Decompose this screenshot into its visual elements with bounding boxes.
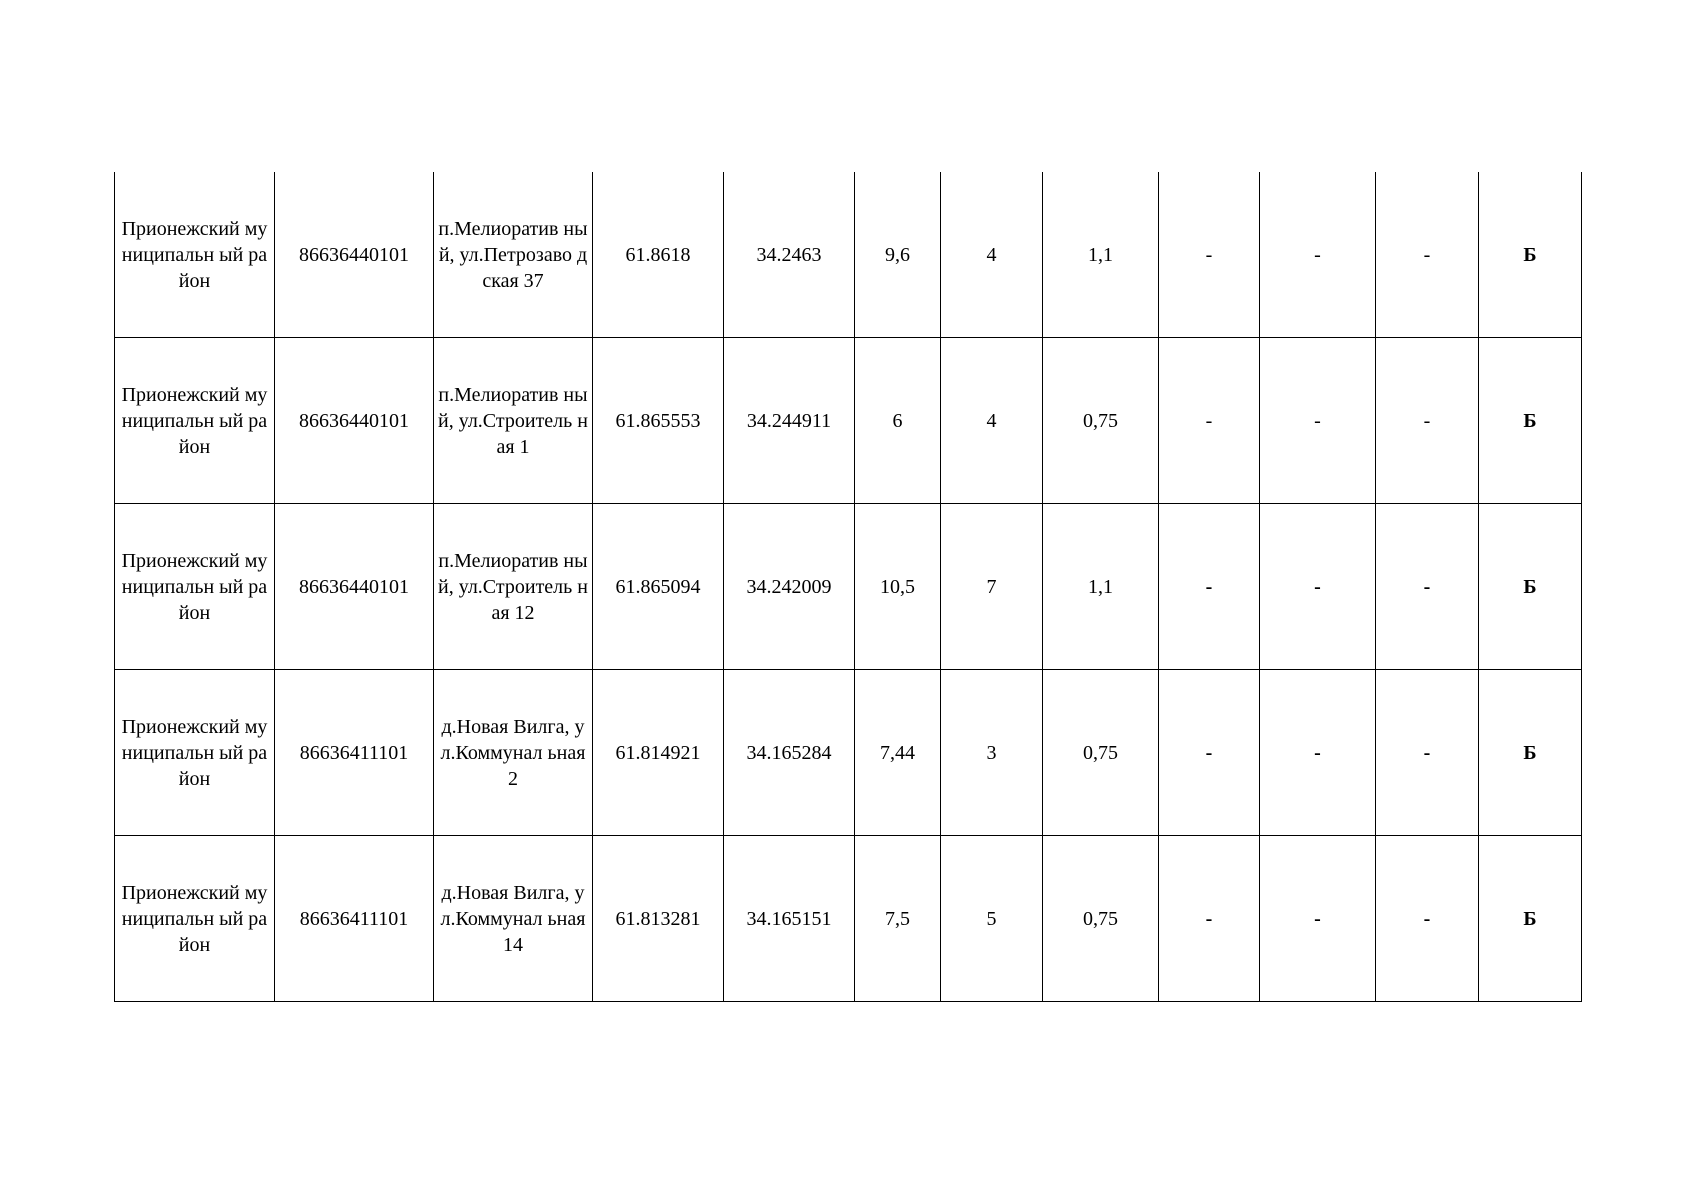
cell-oktmo: 86636411101 bbox=[275, 836, 434, 1002]
cell-oktmo: 86636411101 bbox=[275, 670, 434, 836]
cell-class: Б bbox=[1479, 836, 1582, 1002]
cell-class: Б bbox=[1479, 670, 1582, 836]
cell-value-8: 1,1 bbox=[1043, 172, 1159, 338]
cell-value-10: - bbox=[1260, 172, 1376, 338]
cell-latitude: 61.8618 bbox=[593, 172, 724, 338]
cell-value-10: - bbox=[1260, 670, 1376, 836]
cell-value-6: 7,44 bbox=[855, 670, 941, 836]
cell-value-6: 10,5 bbox=[855, 504, 941, 670]
cell-value-11: - bbox=[1376, 504, 1479, 670]
cell-value-9: - bbox=[1159, 338, 1260, 504]
table-row bbox=[115, 338, 1582, 504]
cell-longitude: 34.165151 bbox=[724, 836, 855, 1002]
cell-latitude: 61.813281 bbox=[593, 836, 724, 1002]
cell-longitude: 34.2463 bbox=[724, 172, 855, 338]
cell-oktmo: 86636440101 bbox=[275, 172, 434, 338]
cell-class: Б bbox=[1479, 504, 1582, 670]
cell-value-8: 1,1 bbox=[1043, 504, 1159, 670]
cell-value-7: 4 bbox=[941, 172, 1043, 338]
cell-latitude: 61.865553 bbox=[593, 338, 724, 504]
cell-value-11: - bbox=[1376, 670, 1479, 836]
cell-address: п.Мелиоратив ный, ул.Строитель ная 1 bbox=[434, 338, 593, 504]
cell-value-6: 6 bbox=[855, 338, 941, 504]
cell-address: д.Новая Вилга, ул.Коммунал ьная 14 bbox=[434, 836, 593, 1002]
cell-district: Прионежский муниципальн ый район bbox=[115, 172, 275, 338]
table-row bbox=[115, 504, 1582, 670]
cell-oktmo: 86636440101 bbox=[275, 338, 434, 504]
cell-value-10: - bbox=[1260, 338, 1376, 504]
cell-value-6: 7,5 bbox=[855, 836, 941, 1002]
cell-district: Прионежский муниципальн ый район bbox=[115, 504, 275, 670]
cell-value-9: - bbox=[1159, 836, 1260, 1002]
cell-district: Прионежский муниципальн ый район bbox=[115, 836, 275, 1002]
cell-value-9: - bbox=[1159, 172, 1260, 338]
cell-value-11: - bbox=[1376, 836, 1479, 1002]
cell-value-7: 5 bbox=[941, 836, 1043, 1002]
cell-value-10: - bbox=[1260, 836, 1376, 1002]
cell-longitude: 34.165284 bbox=[724, 670, 855, 836]
cell-district: Прионежский муниципальн ый район bbox=[115, 338, 275, 504]
cell-value-8: 0,75 bbox=[1043, 836, 1159, 1002]
cell-value-11: - bbox=[1376, 172, 1479, 338]
cell-address: п.Мелиоратив ный, ул.Строитель ная 12 bbox=[434, 504, 593, 670]
cell-value-9: - bbox=[1159, 504, 1260, 670]
cell-value-6: 9,6 bbox=[855, 172, 941, 338]
cell-value-7: 7 bbox=[941, 504, 1043, 670]
cell-address: д.Новая Вилга, ул.Коммунал ьная 2 bbox=[434, 670, 593, 836]
cell-class: Б bbox=[1479, 338, 1582, 504]
data-table bbox=[114, 172, 1582, 1002]
cell-value-11: - bbox=[1376, 338, 1479, 504]
cell-class: Б bbox=[1479, 172, 1582, 338]
cell-address: п.Мелиоратив ный, ул.Петрозаво дская 37 bbox=[434, 172, 593, 338]
cell-value-10: - bbox=[1260, 504, 1376, 670]
cell-value-8: 0,75 bbox=[1043, 338, 1159, 504]
cell-value-7: 3 bbox=[941, 670, 1043, 836]
cell-longitude: 34.242009 bbox=[724, 504, 855, 670]
cell-longitude: 34.244911 bbox=[724, 338, 855, 504]
cell-value-8: 0,75 bbox=[1043, 670, 1159, 836]
table-row bbox=[115, 670, 1582, 836]
table-row bbox=[115, 836, 1582, 1002]
cell-district: Прионежский муниципальн ый район bbox=[115, 670, 275, 836]
cell-latitude: 61.865094 bbox=[593, 504, 724, 670]
cell-value-7: 4 bbox=[941, 338, 1043, 504]
table-row bbox=[115, 172, 1582, 338]
cell-latitude: 61.814921 bbox=[593, 670, 724, 836]
cell-value-9: - bbox=[1159, 670, 1260, 836]
cell-oktmo: 86636440101 bbox=[275, 504, 434, 670]
